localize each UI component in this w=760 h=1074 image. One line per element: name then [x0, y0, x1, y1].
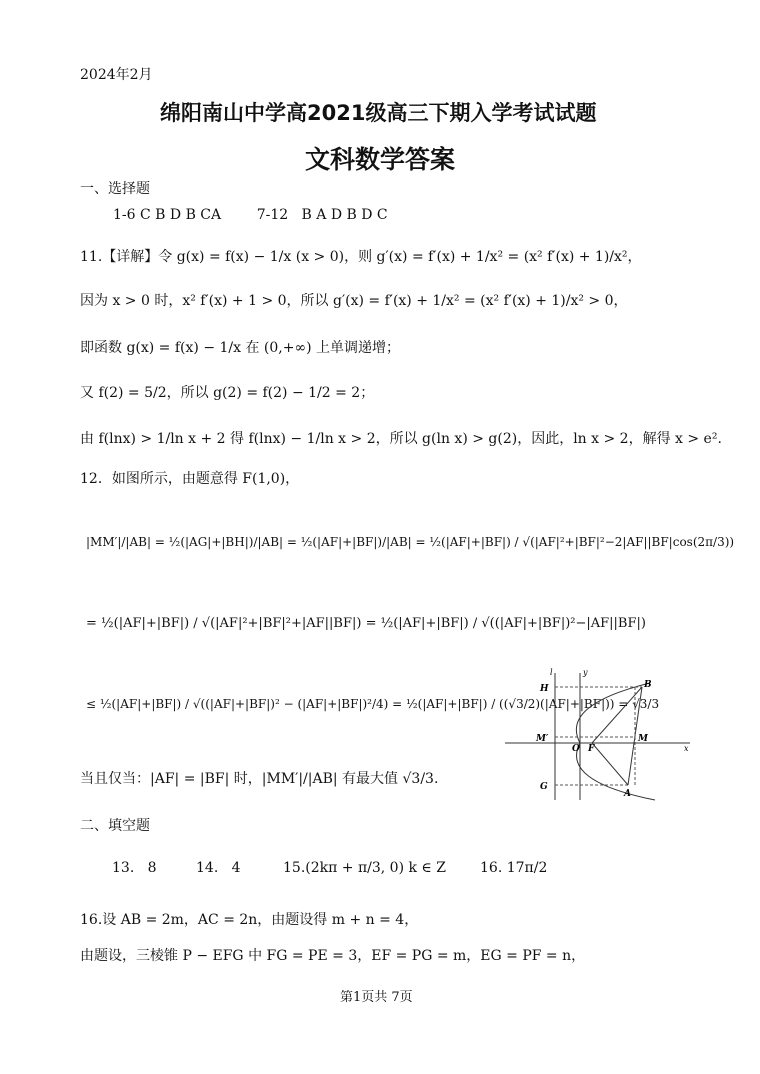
label-F: F: [588, 744, 595, 754]
section1-heading: 一、选择题: [80, 181, 150, 197]
label-l: l: [550, 668, 553, 677]
date: 2024年2月: [80, 67, 153, 83]
q12-line1: 12．如图所示，由题意得 F(1,0)，: [80, 471, 300, 487]
exam-title: 绵阳南山中学高2021级高三下期入学考试试题: [160, 101, 597, 125]
answer-13: 13. 8: [112, 860, 157, 876]
answer-title: 文科数学答案: [305, 145, 456, 174]
q11-line4: 又 f(2) = 5/2，所以 g(2) = f(2) − 1/2 = 2；: [80, 385, 375, 401]
label-y: y: [583, 668, 588, 677]
label-A: A: [624, 789, 631, 799]
answer-15: 15.(2kπ + π/3, 0) k ∈ Z: [283, 860, 446, 876]
q11-line2: 因为 x > 0 时，x² f′(x) + 1 > 0，所以 g′(x) = f′(x) + 1/x² = (x² f′(x) + 1)/x² > 0，: [80, 293, 628, 309]
q12-eq2: = ½(|AF|+|BF|) / √(|AF|²+|BF|²+|AF||BF|) = ½(|AF|+|BF|) / √((|AF|+|BF|)²−|AF||BF|): [86, 616, 646, 631]
q11-line1: 11.【详解】令 g(x) = f(x) − 1/x (x > 0)，则 g′(x) = f′(x) + 1/x² = (x² f′(x) + 1)/x²，: [80, 249, 642, 265]
q12-eq3: ≤ ½(|AF|+|BF|) / √((|AF|+|BF|)² − (|AF|+|BF|)²/4) = ½(|AF|+|BF|) / ((√3/2)(|AF|+|BF|)) = √3/3: [86, 697, 660, 711]
label-H: H: [540, 684, 549, 694]
label-G: G: [540, 782, 548, 792]
label-M: M: [638, 734, 648, 744]
label-x: x: [684, 744, 689, 753]
q11-line5: 由 f(lnx) > 1/ln x + 2 得 f(lnx) − 1/ln x > 2，所以 g(ln x) > g(2)，因此，ln x > 2，解得 x > e².: [80, 431, 722, 447]
label-B: B: [644, 680, 652, 690]
label-M1: M′: [536, 734, 549, 744]
answer-14: 14. 4: [196, 860, 241, 876]
page-number: 第1页共 7页: [340, 990, 413, 1005]
q12-eq4: 当且仅当：|AF| = |BF| 时，|MM′|/|AB| 有最大值 √3/3.: [80, 771, 439, 787]
q11-line3: 即函数 g(x) = f(x) − 1/x 在 (0,+∞) 上单调递增；: [80, 340, 401, 356]
q16-line2: 由题设，三棱锥 P − EFG 中 FG = PE = 3，EF = PG = m，EG = PF = n，: [80, 948, 586, 964]
label-O: O: [572, 744, 580, 754]
q16-line1: 16.设 AB = 2m，AC = 2n，由题设得 m + n = 4，: [80, 912, 419, 928]
parabola-figure: [500, 665, 700, 805]
answer-16: 16. 17π/2: [480, 860, 548, 876]
section2-heading: 二、填空题: [80, 818, 150, 834]
choice-answers: 1-6 C B D B CA 7-12 B A D B D C: [113, 207, 388, 223]
q12-eq1: |MM′|/|AB| = ½(|AG|+|BH|)/|AB| = ½(|AF|+|BF|)/|AB| = ½(|AF|+|BF|) / √(|AF|²+|BF|²−2|AF||BF|cos(2π/3)): [86, 535, 735, 549]
